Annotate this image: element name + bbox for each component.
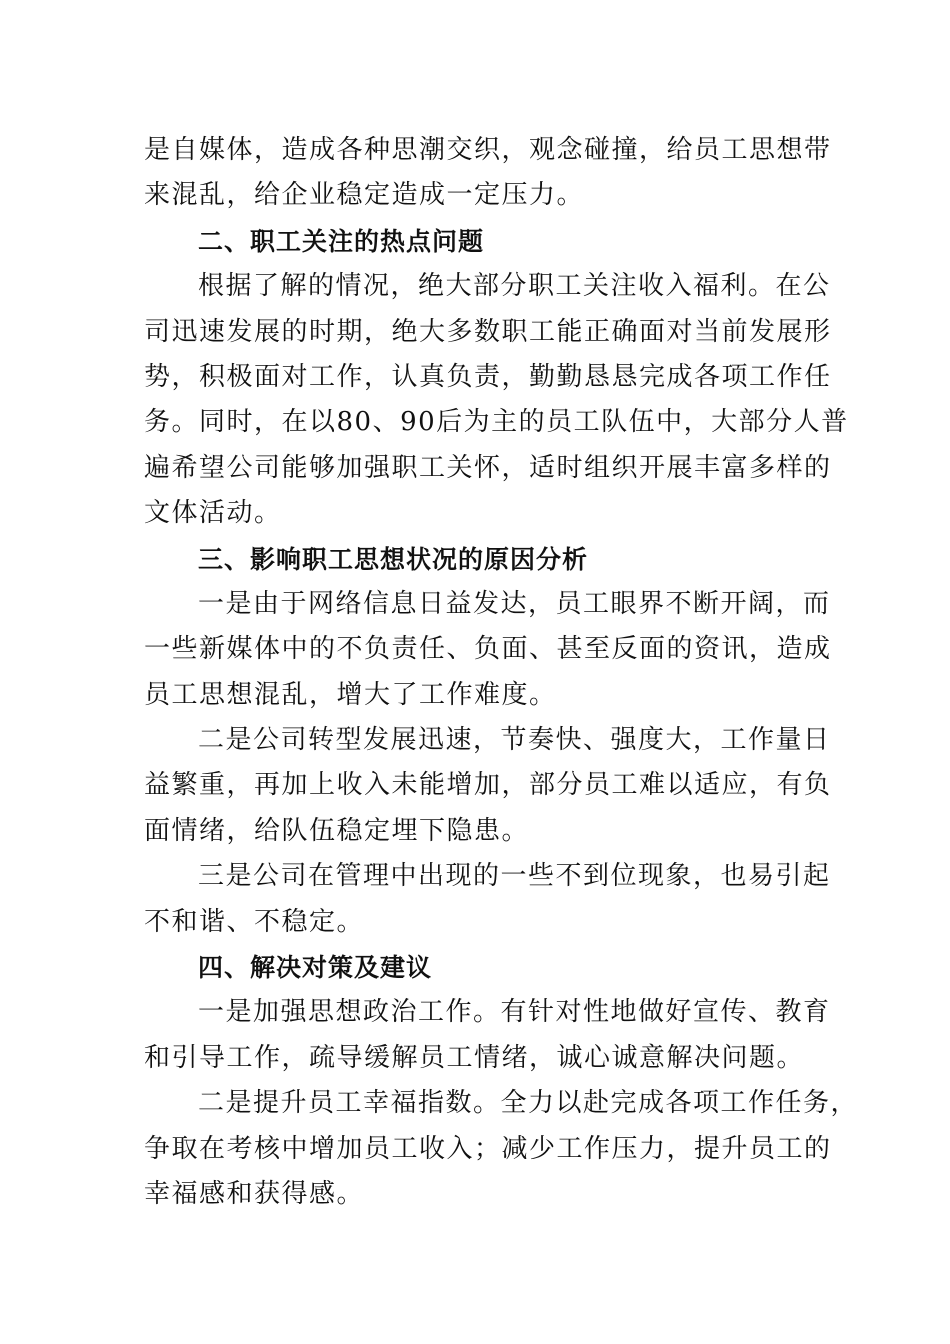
paragraph-line: 务。同时，在以80、90后为主的员工队伍中，大部分人普 xyxy=(144,407,849,438)
paragraph-line: 一是加强思想政治工作。有针对性地做好宣传、教育 xyxy=(198,997,831,1028)
paragraph-line: 不和谐、不稳定。 xyxy=(144,906,365,937)
paragraph-line: 和引导工作，疏导缓解员工情绪，诚心诚意解决问题。 xyxy=(144,1042,805,1073)
paragraph-line: 司迅速发展的时期，绝大多数职工能正确面对当前发展形 xyxy=(144,316,832,347)
section-heading-3: 三、影响职工思想状况的原因分析 xyxy=(198,544,589,574)
paragraph-line: 来混乱，给企业稳定造成一定压力。 xyxy=(144,180,585,211)
paragraph-line: 幸福感和获得感。 xyxy=(144,1178,365,1209)
paragraph-line: 是自媒体，造成各种思潮交织，观念碰撞，给员工思想带 xyxy=(144,135,832,165)
document-page xyxy=(144,128,859,1217)
paragraph-line: 争取在考核中增加员工收入；减少工作压力，提升员工的 xyxy=(144,1133,832,1164)
paragraph-line: 遍希望公司能够加强职工关怀，适时组织开展丰富多样的 xyxy=(144,452,832,483)
paragraph-line: 一些新媒体中的不负责任、负面、甚至反面的资讯，造成 xyxy=(144,634,832,665)
paragraph-line: 一是由于网络信息日益发达，员工眼界不断开阔，而 xyxy=(198,588,831,619)
paragraph-line: 二是公司转型发展迅速，节奏快、强度大，工作量日 xyxy=(198,725,831,756)
paragraph-line: 员工思想混乱，增大了工作难度。 xyxy=(144,679,557,710)
paragraph-line: 文体活动。 xyxy=(144,498,282,529)
paragraph-line: 二是提升员工幸福指数。全力以赴完成各项工作任务， xyxy=(198,1088,859,1119)
paragraph-line: 面情绪，给队伍稳定埋下隐患。 xyxy=(144,815,530,846)
paragraph-line: 益繁重，再加上收入未能增加，部分员工难以适应，有负 xyxy=(144,770,832,801)
paragraph-line: 势，积极面对工作，认真负责，勤勤恳恳完成各项工作任 xyxy=(144,361,832,392)
paragraph-line: 根据了解的情况，绝大部分职工关注收入福利。在公 xyxy=(198,271,831,302)
section-heading-4: 四、解决对策及建议 xyxy=(198,953,433,983)
section-heading-2: 二、职工关注的热点问题 xyxy=(198,226,485,256)
paragraph-line: 三是公司在管理中出现的一些不到位现象，也易引起 xyxy=(198,861,831,892)
